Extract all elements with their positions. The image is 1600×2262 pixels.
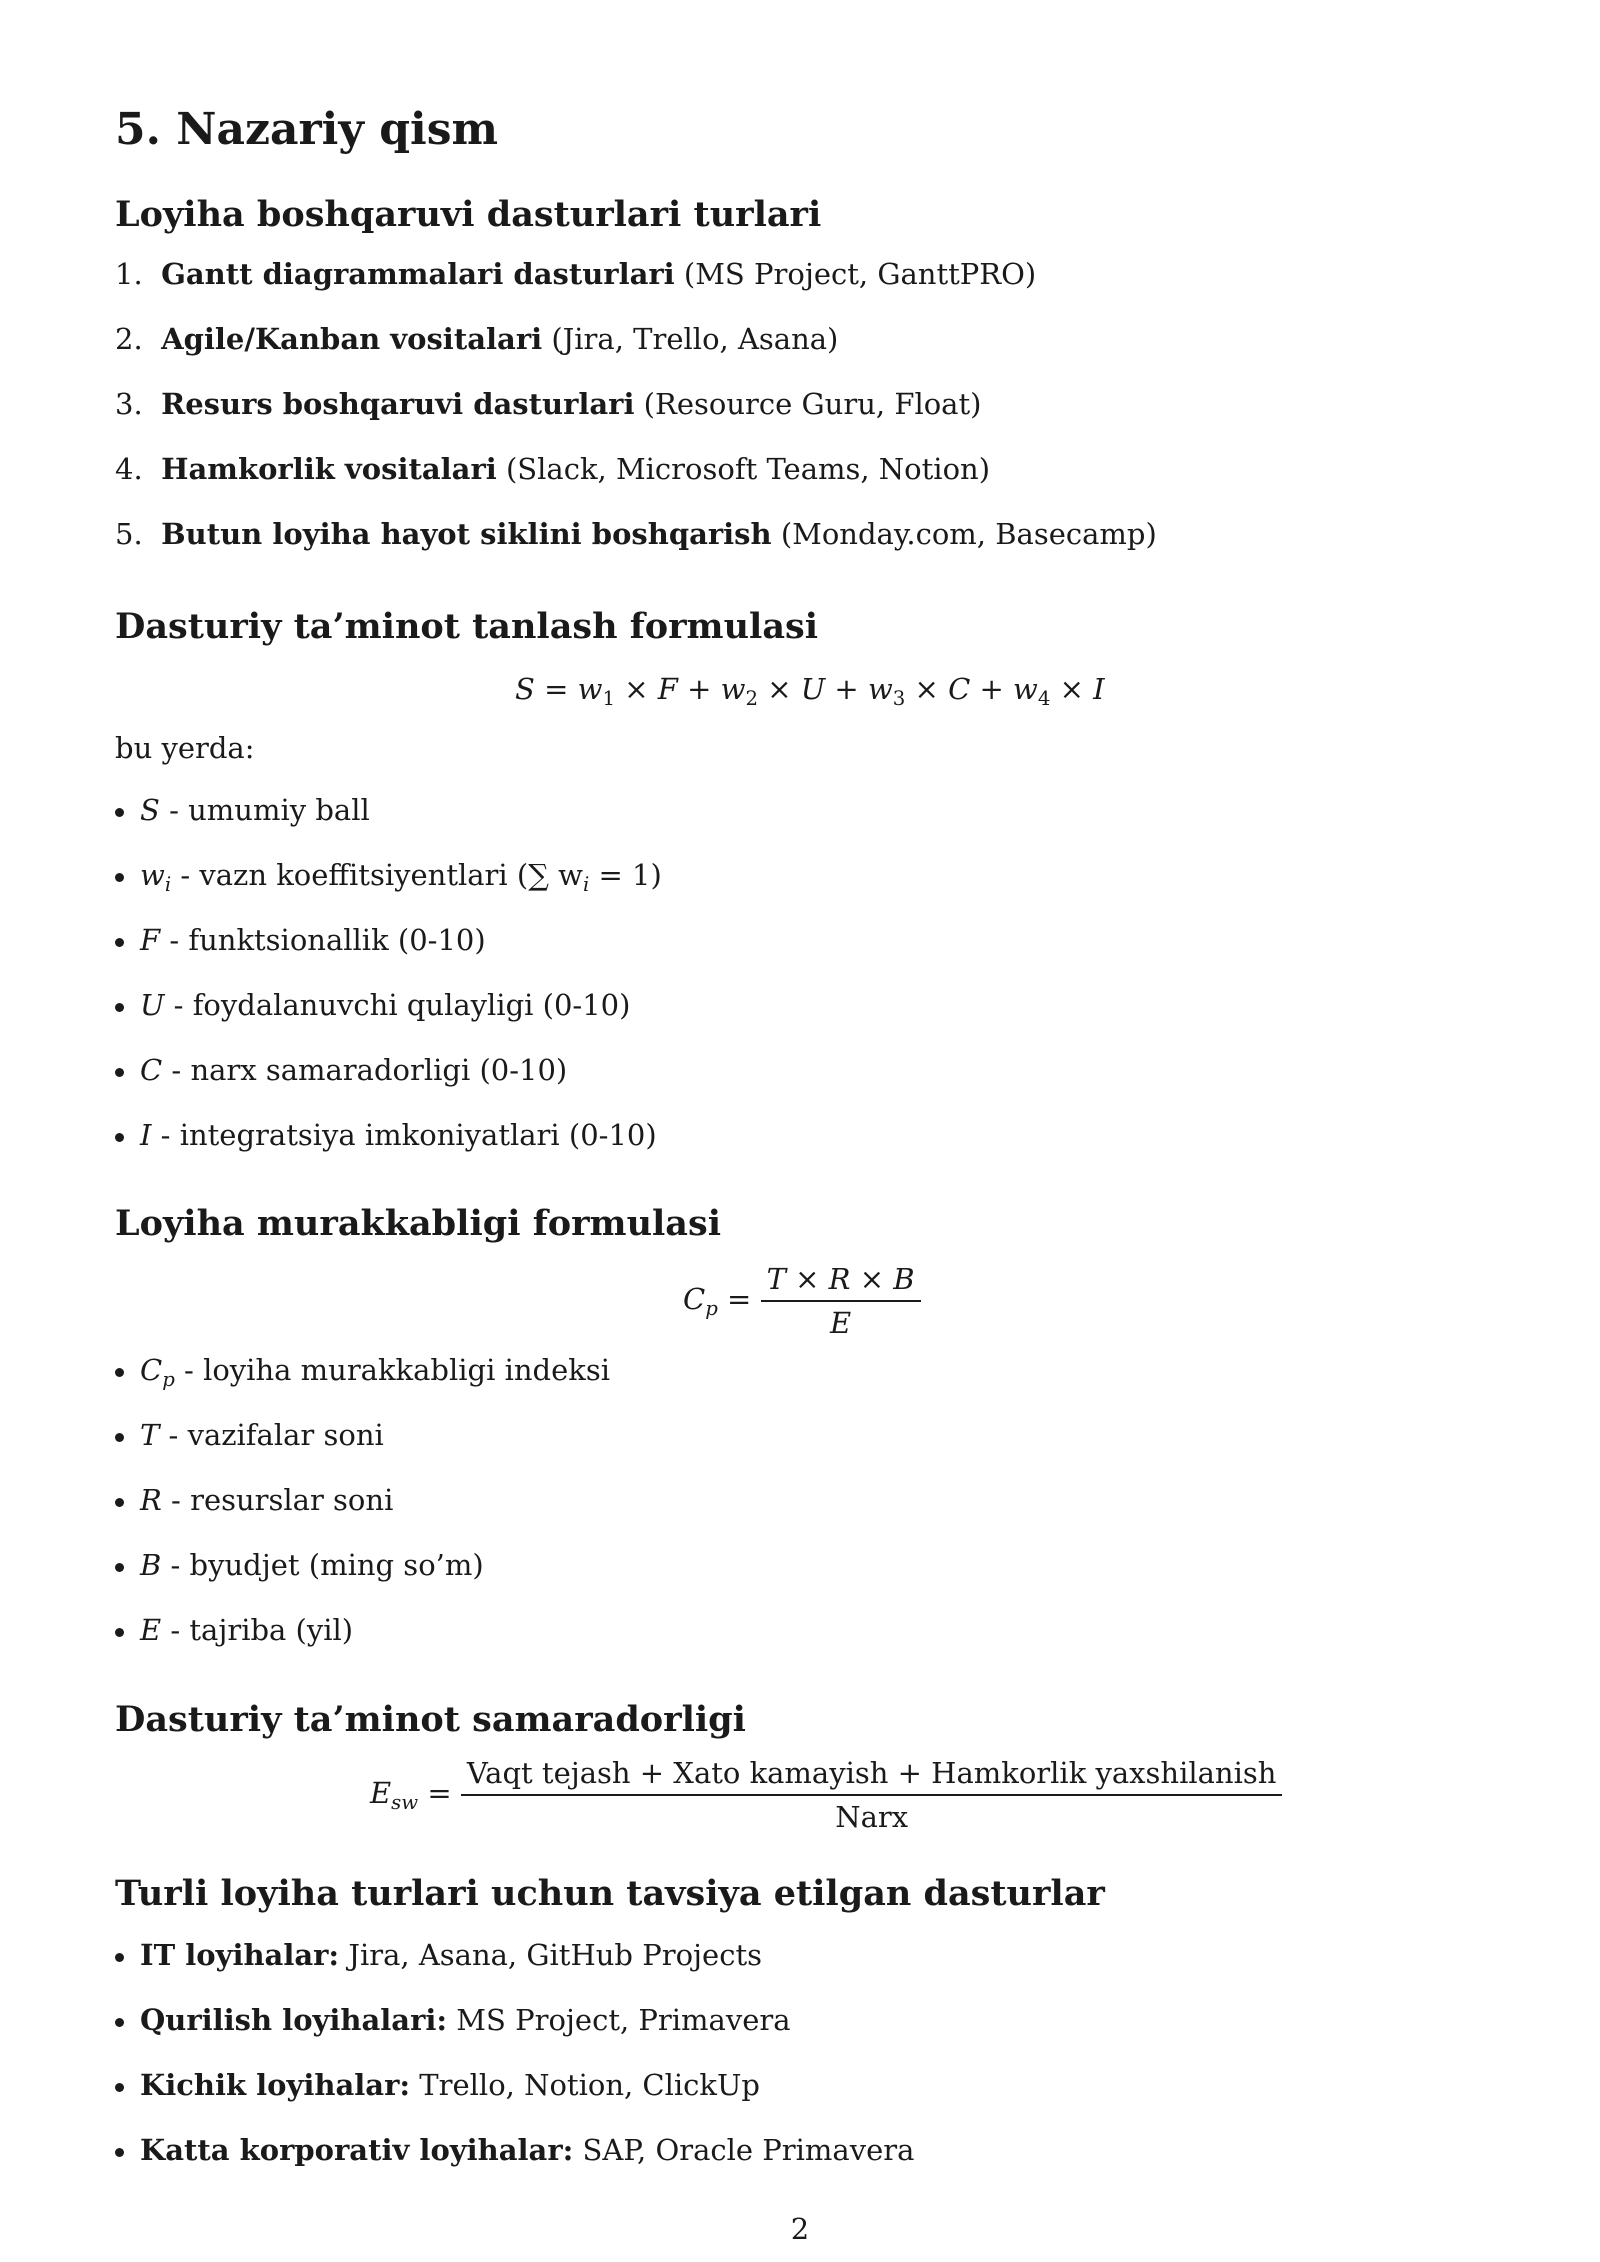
bullet: [115, 2018, 124, 2027]
list-item: S - umumiy ball: [115, 796, 370, 825]
list-item: Katta korporativ loyihalar: SAP, Oracle Primavera: [115, 2136, 914, 2165]
where-label: bu yerda:: [115, 731, 255, 765]
bullet: [115, 1133, 124, 1142]
list-item: Kichik loyihalar: Trello, Notion, ClickUp: [115, 2071, 760, 2100]
list-item: $w_i$ - vazn koeffitsiyentlari (∑ $w_i = 1$): [115, 861, 662, 895]
fraction: $\frac{\text{Vaqt tejash + Xato kamayish + Hamkorlik yaxshilanish}}{\text{Narx}}$: [461, 1756, 1283, 1834]
bullet: [115, 938, 124, 947]
page-number: 2: [790, 2212, 810, 2246]
section-title: 5. Nazariy qism: [115, 104, 499, 155]
list-item: R - resurslar soni: [115, 1486, 393, 1515]
list-item: IT loyihalar: Jira, Asana, GitHub Projects: [115, 1941, 762, 1970]
list-item: C - narx samaradorligi (0-10): [115, 1056, 567, 1085]
bullet: [115, 1368, 124, 1377]
bullet: [115, 1628, 124, 1637]
efficiency-heading: Dasturiy ta’minot samaradorligi: [115, 1699, 746, 1740]
list-item: B - byudjet (ming so’m): [115, 1551, 484, 1580]
bullet: [115, 1433, 124, 1442]
list-item: E - tajriba (yil): [115, 1616, 353, 1645]
bullet: [115, 1498, 124, 1507]
list-item: Qurilish loyihalari: MS Project, Primavera: [115, 2006, 791, 2035]
bullet: [115, 2148, 124, 2157]
selection-formula: $S = w_1 \times F + w_2 \times U + w_3 \times C + w_4 \times I$: [515, 672, 1105, 710]
list-item: 5. Butun loyiha hayot siklini boshqarish (Monday.com, Basecamp): [115, 517, 1157, 551]
efficiency-formula: $E_{sw}$ = $\frac{\text{Vaqt tejash + Xato kamayish + Hamkorlik yaxshilanish}}{\text{Narx}}$: [370, 1756, 1282, 1834]
bullet: [115, 1953, 124, 1962]
list-item: 4. Hamkorlik vositalari (Slack, Microsoft Teams, Notion): [115, 452, 991, 486]
bullet: [115, 1003, 124, 1012]
selection-formula-heading: Dasturiy ta’minot tanlash formulasi: [115, 606, 819, 647]
list-item: 1. Gantt diagrammalari dasturlari (MS Project, GanttPRO): [115, 257, 1037, 291]
list-item: I - integratsiya imkoniyatlari (0-10): [115, 1121, 657, 1150]
list-item: U - foydalanuvchi qulayligi (0-10): [115, 991, 630, 1020]
list-item: F - funktsionallik (0-10): [115, 926, 486, 955]
bullet: [115, 808, 124, 817]
bullet: [115, 2083, 124, 2092]
list-item: 3. Resurs boshqaruvi dasturlari (Resource Guru, Float): [115, 387, 982, 421]
bullet: [115, 1563, 124, 1572]
document-page: [115, 0, 1495, 2262]
software-types-heading: Loyiha boshqaruvi dasturlari turlari: [115, 194, 822, 235]
fraction: $\frac{T \times R \times B}{E}$: [761, 1262, 921, 1340]
list-item: 2. Agile/Kanban vositalari (Jira, Trello, Asana): [115, 322, 839, 356]
complexity-formula: $C_p$ = $\frac{T \times R \times B}{E}$: [683, 1262, 921, 1340]
list-item: $C_p$ - loyiha murakkabligi indeksi: [115, 1356, 610, 1390]
complexity-formula-heading: Loyiha murakkabligi formulasi: [115, 1203, 721, 1244]
recommended-heading: Turli loyiha turlari uchun tavsiya etilgan dasturlar: [115, 1873, 1105, 1914]
bullet: [115, 873, 124, 882]
bullet: [115, 1068, 124, 1077]
list-item: T - vazifalar soni: [115, 1421, 384, 1450]
